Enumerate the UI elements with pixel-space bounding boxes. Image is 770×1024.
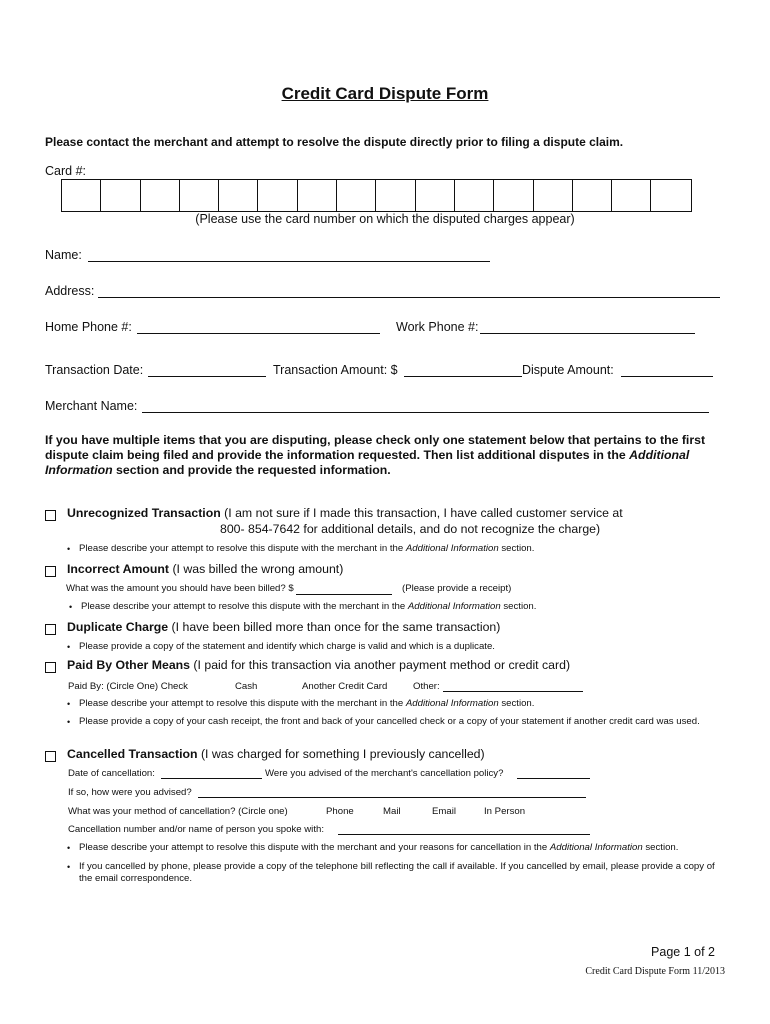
form-title: Credit Card Dispute Form [281, 84, 489, 103]
home-phone-field[interactable] [137, 333, 380, 334]
name-field[interactable] [88, 261, 490, 262]
cancel-policy-label: Were you advised of the merchant's cancellation policy? [265, 768, 504, 779]
address-label: Address: [45, 284, 95, 298]
home-phone-label: Home Phone #: [45, 320, 132, 334]
method-email[interactable]: Email [432, 806, 456, 817]
page-number: Page 1 of 2 [651, 945, 715, 959]
cancel-policy-field[interactable] [517, 778, 590, 779]
work-phone-label: Work Phone #: [396, 320, 479, 334]
duplicate-heading: Duplicate Charge (I have been billed more than once for the same transaction) [67, 620, 501, 634]
address-field[interactable] [98, 297, 720, 298]
paid-by-other-field[interactable] [443, 691, 583, 692]
other-bullet-2: • Please provide a copy of your cash receipt, the front and back of your cancelled check or a copy of your statement if another credit card was used. [79, 716, 709, 728]
card-number-boxes[interactable] [61, 179, 692, 212]
work-phone-field[interactable] [480, 333, 695, 334]
paid-by-label: Paid By: (Circle One) Check [68, 681, 188, 692]
instructions-paragraph: If you have multiple items that you are disputing, please check only one statement below that pertains to the first dispute claim being filed and provide the information requested. Then list additional disputes in the Additional Information section and provide the requested information. [45, 433, 706, 477]
cancel-method-label: What was your method of cancellation? (Circle one) [68, 806, 288, 817]
incorrect-heading: Incorrect Amount (I was billed the wrong amount) [67, 562, 344, 576]
incorrect-checkbox[interactable] [45, 566, 56, 577]
dispute-amount-label: Dispute Amount: [522, 363, 614, 377]
cancelled-bullet-1: • Please describe your attempt to resolve this dispute with the merchant and your reasons for cancellation in the Additional Information section. [79, 842, 719, 854]
paid-by-cash[interactable]: Cash [235, 681, 258, 692]
cancelled-bullet-2: • If you cancelled by phone, please provide a copy of the telephone bill reflecting the call if available. If you cancelled by email, please provide a copy of the email correspondence. [79, 861, 719, 885]
cancel-date-label: Date of cancellation: [68, 768, 155, 779]
transaction-date-label: Transaction Date: [45, 363, 144, 377]
cancel-how-field[interactable] [198, 797, 586, 798]
paid-by-another-card[interactable]: Another Credit Card [302, 681, 388, 692]
merchant-name-field[interactable] [142, 412, 709, 413]
cancel-date-field[interactable] [161, 778, 262, 779]
transaction-amount-label: Transaction Amount: $ [273, 363, 398, 377]
dispute-amount-field[interactable] [621, 376, 713, 377]
duplicate-checkbox[interactable] [45, 624, 56, 635]
other-checkbox[interactable] [45, 662, 56, 673]
other-bullet-1: • Please describe your attempt to resolve this dispute with the merchant in the Additional Information section. [79, 698, 709, 710]
transaction-amount-field[interactable] [404, 376, 522, 377]
incorrect-bullet: • Please describe your attempt to resolve this dispute with the merchant in the Additional Information section. [81, 601, 711, 613]
card-label: Card #: [45, 164, 86, 178]
method-phone[interactable]: Phone [326, 806, 354, 817]
unrecognized-heading: Unrecognized Transaction (I am not sure if I made this transaction, I have called customer service at [67, 506, 623, 520]
merchant-name-label: Merchant Name: [45, 399, 138, 413]
method-mail[interactable]: Mail [383, 806, 401, 817]
incorrect-amount-field[interactable] [296, 594, 392, 595]
unrecognized-desc-2: 800- 854-7642 for additional details, and do not recognize the charge) [220, 522, 601, 536]
cancel-number-field[interactable] [338, 834, 590, 835]
transaction-date-field[interactable] [148, 376, 266, 377]
cancel-how-label: If so, how were you advised? [68, 787, 192, 798]
footer-text: Credit Card Dispute Form 11/2013 [585, 966, 725, 977]
paid-by-other[interactable]: Other: [413, 681, 440, 692]
unrecognized-bullet: • Please describe your attempt to resolve this dispute with the merchant in the Additional Information section. [79, 543, 709, 555]
name-label: Name: [45, 248, 82, 262]
cancel-number-label: Cancellation number and/or name of person you spoke with: [68, 824, 324, 835]
duplicate-bullet: • Please provide a copy of the statement and identify which charge is valid and which is a duplicate. [79, 641, 709, 653]
method-in-person[interactable]: In Person [484, 806, 526, 817]
intro-text: Please contact the merchant and attempt to resolve the dispute directly prior to filing a dispute claim. [45, 135, 624, 149]
other-heading: Paid By Other Means (I paid for this transaction via another payment method or credit card) [67, 658, 571, 672]
unrecognized-checkbox[interactable] [45, 510, 56, 521]
cancelled-checkbox[interactable] [45, 751, 56, 762]
card-note: (Please use the card number on which the disputed charges appear) [195, 212, 575, 226]
cancelled-heading: Cancelled Transaction (I was charged for something I previously cancelled) [67, 747, 485, 761]
incorrect-receipt: (Please provide a receipt) [402, 583, 512, 594]
incorrect-question: What was the amount you should have been billed? $ [66, 583, 294, 594]
